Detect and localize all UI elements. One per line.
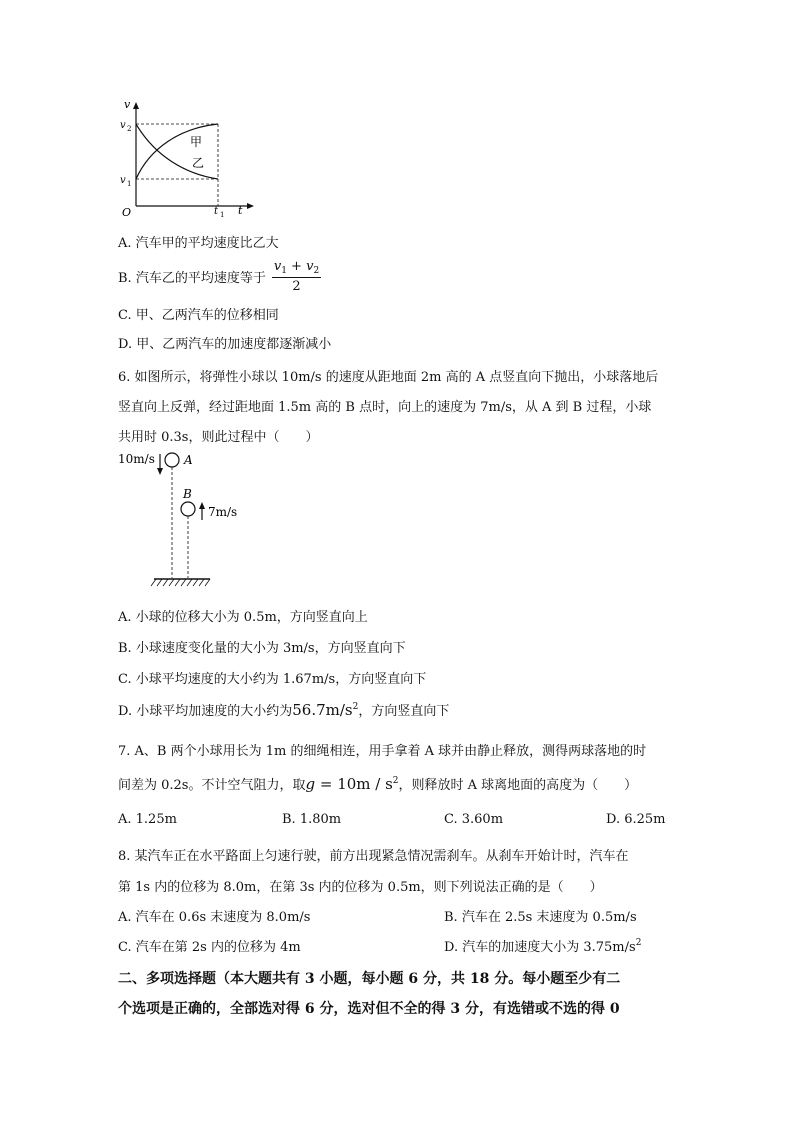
q6-option-d	[118, 700, 449, 719]
curve-jia	[136, 124, 218, 179]
q6-option-d-value: $56.7m/s^2$	[292, 701, 359, 719]
q6-option-b: B. 小球速度变化量的大小为 3m/s，方向竖直向下	[118, 641, 406, 656]
q5-option-d: D. 甲、乙两汽车的加速度都逐渐减小	[118, 337, 332, 352]
ball-a-speed-label: 10m/s	[118, 452, 155, 466]
q6-option-a: A. 小球的位移大小为 0.5m，方向竖直向上	[118, 610, 368, 625]
curve-yi-label: 乙	[192, 156, 205, 170]
curve-jia-label: 甲	[190, 135, 203, 149]
q7-option-a: A. 1.25m	[118, 812, 177, 827]
origin-label: O	[122, 206, 132, 218]
section2-heading-line1: 二、多项选择题（本大题共有 3 小题，每小题 6 分，共 18 分。每小题至少有二	[118, 971, 621, 987]
q7-option-b: B. 1.80m	[282, 812, 342, 827]
vt-graph-figure	[110, 96, 260, 218]
ball-a-arrowhead	[157, 468, 163, 475]
q5-option-b-text: B. 汽车乙的平均速度等于	[118, 270, 266, 286]
q7-option-d: D. 6.25m	[606, 812, 666, 827]
q5-option-a: A. 汽车甲的平均速度比乙大	[118, 236, 279, 251]
curve-yi	[136, 124, 218, 179]
q6-option-d-tail: ，方向竖直向下	[358, 704, 450, 719]
q8-stem-line1: 8. 某汽车正在水平路面上匀速行驶，前方出现紧急情况需刹车。从刹车开始计时，汽车在	[118, 849, 629, 864]
q8-stem-line2: 第 1s 内的位移为 8.0m，在第 3s 内的位移为 0.5m，则下列说法正确的是（ ）	[118, 880, 603, 895]
t-axis-arrow	[247, 203, 254, 209]
q5-option-b-fraction	[272, 259, 321, 294]
fraction-denominator: 2	[292, 278, 301, 294]
q7-option-c: C. 3.60m	[444, 812, 504, 827]
q8-option-d: D. 汽车的加速度大小为 $3.75m/s^2$	[444, 938, 642, 955]
ball-b-arrowhead	[199, 502, 205, 509]
ball-a	[165, 453, 179, 467]
ground-hatch	[151, 579, 210, 586]
q6-stem-line2: 竖直向上反弹，经过距地面 1.5m 高的 B 点时，向上的速度为 7m/s，从 A 到 B 过程，小球	[118, 400, 652, 415]
q6-stem-line3: 共用时 0.3s，则此过程中（ ）	[118, 430, 319, 445]
q7-stem-line1: 7. A、B 两个小球用长为 1m 的细绳相连，用手拿着 A 球并由静止释放，测得两球落地的时	[118, 744, 647, 759]
q8-option-a: A. 汽车在 0.6s 末速度为 8.0m/s	[118, 910, 311, 925]
q6-option-d-text: D. 小球平均加速度的大小约为	[118, 704, 293, 719]
q8-option-b: B. 汽车在 2.5s 末速度为 0.5m/s	[444, 910, 637, 925]
q6-option-c: C. 小球平均速度的大小约为 1.67m/s，方向竖直向下	[118, 672, 427, 687]
ball-b-label: B	[183, 487, 192, 501]
q6-stem-line1: 6. 如图所示，将弹性小球以 10m/s 的速度从距地面 2m 高的 A 点竖直向下抛出，小球落地后	[118, 370, 659, 385]
t1-sub: 1	[220, 211, 225, 218]
ball-b-speed-label: 7m/s	[208, 505, 238, 519]
v1-label: v	[120, 175, 126, 186]
section2-heading-line2: 个选项是正确的，全部选对得 6 分，选对但不全的得 3 分，有选错或不选的得 0	[118, 1001, 620, 1017]
q8-option-c: C. 汽车在第 2s 内的位移为 4m	[118, 940, 301, 955]
v2-sub: 2	[127, 125, 132, 133]
fraction-numerator: $v_1 + v_2$	[273, 258, 320, 276]
v1-sub: 1	[127, 180, 132, 188]
ball-a-label: A	[184, 453, 193, 467]
t1-label: t	[214, 206, 219, 217]
axis-t-label: t	[238, 204, 243, 217]
v2-label: v	[120, 120, 126, 131]
axis-v-label: v	[124, 98, 131, 111]
q7-stem-line2: 间差为 0.2s。不计空气阻力，取$g = 10m / s^2$，则释放时 A 球离地面的高度为（ ）	[118, 775, 638, 793]
q6-ball-figure	[112, 446, 242, 592]
q5-option-b	[118, 258, 321, 294]
q5-option-c: C. 甲、乙两汽车的位移相同	[118, 308, 279, 323]
v-axis-arrow	[133, 102, 139, 109]
ball-b	[181, 502, 195, 516]
